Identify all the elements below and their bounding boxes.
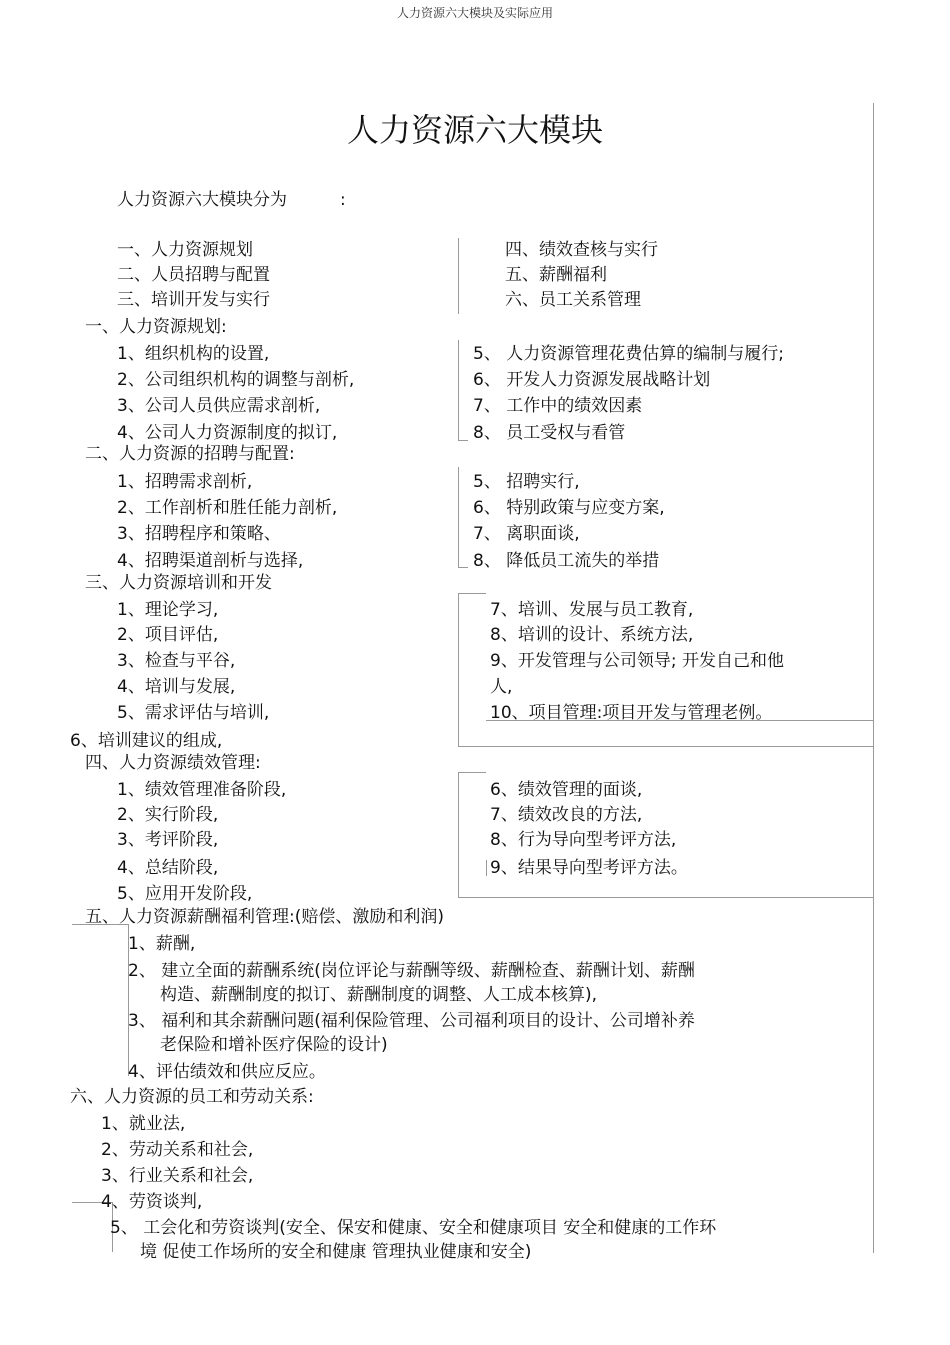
overview-left-2: 二、人员招聘与配置 xyxy=(117,265,270,285)
s6-item-5-cont: 境 促使工作场所的安全和健康 管理执业健康和安全) xyxy=(140,1242,532,1262)
s4-item-1: 1、绩效管理准备阶段, xyxy=(117,780,287,800)
s2-item-3: 3、招聘程序和策略、 xyxy=(117,524,281,544)
s6-item-3: 3、行业关系和社会, xyxy=(101,1166,254,1186)
s1-heading: 一、人力资源规划: xyxy=(85,317,227,337)
overview-left-1: 一、人力资源规划 xyxy=(117,240,253,260)
s3-box-top xyxy=(458,593,486,594)
s2-bracket xyxy=(458,467,459,567)
s5-item-1: 1、薪酬, xyxy=(128,934,196,954)
s4-box-bottom xyxy=(458,897,873,898)
s1-item-7: 7、 工作中的绩效因素 xyxy=(473,396,643,416)
s5-heading: 五、人力资源薪酬福利管理:(赔偿、激励和利润) xyxy=(85,907,444,927)
s3-box-left xyxy=(458,593,459,746)
s2-item-1: 1、招聘需求剖析, xyxy=(117,472,253,492)
s1-bracket xyxy=(458,340,459,440)
page-title: 人力资源六大模块 xyxy=(346,111,603,149)
s1-bracket-tick xyxy=(458,440,468,441)
s5-item-2-cont: 构造、薪酬制度的拟订、薪酬制度的调整、人工成本核算), xyxy=(160,985,598,1005)
page-header: 人力资源六大模块及实际应用 xyxy=(396,6,553,20)
s5-item-4: 4、评估绩效和供应反应。 xyxy=(128,1062,326,1082)
s3-item-4: 4、培训与发展, xyxy=(117,677,236,697)
overview-right-6: 六、员工关系管理 xyxy=(505,290,641,310)
s3-item-8: 8、培训的设计、系统方法, xyxy=(490,625,694,645)
s6-heading: 六、人力资源的员工和劳动关系: xyxy=(70,1087,314,1107)
s6-item-5: 5、 工会化和劳资谈判(安全、保安和健康、安全和健康项目 安全和健康的工作环 xyxy=(110,1218,717,1238)
s3-item-9-cont: 人, xyxy=(490,677,513,697)
s1-item-2: 2、公司组织机构的调整与剖析, xyxy=(117,370,355,390)
s4-item-4: 4、总结阶段, xyxy=(117,858,219,878)
intro-label: 人力资源六大模块分为 xyxy=(117,190,287,210)
s3-item-2: 2、项目评估, xyxy=(117,625,219,645)
overview-left-3: 三、培训开发与实行 xyxy=(117,290,270,310)
s4-item-8: 8、行为导向型考评方法, xyxy=(490,830,677,850)
s3-item-1: 1、理论学习, xyxy=(117,600,219,620)
s3-item-7: 7、培训、发展与员工教育, xyxy=(490,600,694,620)
s4-item-9: 9、结果导向型考评方法。 xyxy=(490,858,688,878)
s1-item-8: 8、 员工受权与看管 xyxy=(473,423,626,443)
s6-item-4: 4、劳资谈判, xyxy=(101,1192,203,1212)
s2-item-2: 2、工作剖析和胜任能力剖析, xyxy=(117,498,338,518)
s1-item-6: 6、 开发人力资源发展战略计划 xyxy=(473,370,711,390)
s6-item-1: 1、就业法, xyxy=(101,1114,186,1134)
overview-right-5: 五、薪酬福利 xyxy=(505,265,607,285)
s1-item-5: 5、 人力资源管理花费估算的编制与履行; xyxy=(473,344,784,364)
s4-item-6: 6、绩效管理的面谈, xyxy=(490,780,643,800)
s6-item-2: 2、劳动关系和社会, xyxy=(101,1140,254,1160)
s5-item-3: 3、 福利和其余薪酬问题(福利保险管理、公司福利项目的设计、公司增补养 xyxy=(128,1011,695,1031)
s2-bracket-tick xyxy=(458,567,468,568)
frame-right-line xyxy=(873,103,874,1253)
s5-item-3-cont: 老保险和增补医疗保险的设计) xyxy=(160,1035,388,1055)
s3-item-6: 6、培训建议的组成, xyxy=(70,731,223,751)
intro-colon: : xyxy=(340,190,346,210)
s3-item-10: 10、项目管理:项目开发与管理老例。 xyxy=(490,703,773,723)
overview-right-4: 四、绩效查核与实行 xyxy=(505,240,658,260)
s1-item-1: 1、组织机构的设置, xyxy=(117,344,270,364)
s2-item-4: 4、招聘渠道剖析与选择, xyxy=(117,551,304,571)
overview-divider xyxy=(458,238,459,314)
s2-item-5: 5、 招聘实行, xyxy=(473,472,580,492)
s5-item-2: 2、 建立全面的薪酬系统(岗位评论与薪酬等级、薪酬检查、薪酬计划、薪酬 xyxy=(128,961,695,981)
s2-heading: 二、人力资源的招聘与配置: xyxy=(85,444,295,464)
s2-item-7: 7、 离职面谈, xyxy=(473,524,580,544)
s3-heading: 三、人力资源培训和开发 xyxy=(85,573,272,593)
s4-heading: 四、人力资源绩效管理: xyxy=(85,753,261,773)
s4-item-7: 7、绩效改良的方法, xyxy=(490,805,643,825)
s4-item-3: 3、考评阶段, xyxy=(117,830,219,850)
s1-item-3: 3、公司人员供应需求剖析, xyxy=(117,396,321,416)
s2-item-8: 8、 降低员工流失的举措 xyxy=(473,551,660,571)
s3-item-5: 5、需求评估与培训, xyxy=(117,703,270,723)
s3-box-bottom xyxy=(458,746,873,747)
s3-item-3: 3、检查与平谷, xyxy=(117,651,236,671)
s4-item-5: 5、应用开发阶段, xyxy=(117,884,253,904)
s1-item-4: 4、公司人力资源制度的拟订, xyxy=(117,423,338,443)
s4-box-left xyxy=(458,772,459,897)
s4-box-inner xyxy=(486,860,487,876)
s4-item-2: 2、实行阶段, xyxy=(117,805,219,825)
s2-item-6: 6、 特别政策与应变方案, xyxy=(473,498,665,518)
s4-box-top xyxy=(458,772,486,773)
s3-item-9: 9、开发管理与公司领导; 开发自己和他 xyxy=(490,651,784,671)
